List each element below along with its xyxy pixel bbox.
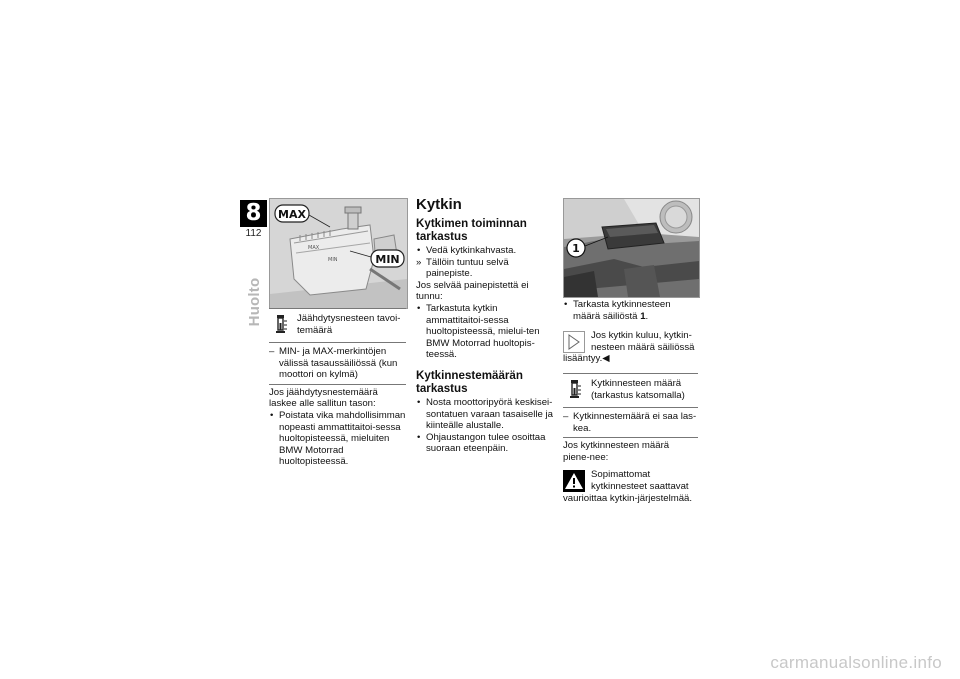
check-fluid-text: Tarkasta kytkinnesteen määrä säiliöstä bbox=[573, 299, 671, 322]
warning-note bbox=[563, 469, 698, 504]
fluid-level-icon bbox=[274, 314, 290, 338]
clutch-spec-title: Kytkinnesteen määrä (tarkastus katsomalla) bbox=[591, 377, 685, 401]
chapter-number: 8 bbox=[240, 200, 267, 227]
coolant-spec-header bbox=[269, 309, 406, 343]
subheading-clutch-fluid: Kytkinnestemäärän tarkastus bbox=[416, 368, 523, 395]
column-coolant bbox=[269, 308, 406, 468]
coolant-reservoir-illustration bbox=[270, 199, 407, 308]
note-arrow-icon bbox=[563, 331, 585, 353]
clutch-reservoir-figure bbox=[563, 198, 700, 298]
warning-text: Sopimattomat kytkinnesteet saattavat vaurioittaa kytkin-järjestelmää. bbox=[563, 469, 693, 504]
end-mark-icon: ◀ bbox=[602, 353, 610, 365]
clutch-spec-item: – Kytkinnestemäärä ei saa las-kea. bbox=[563, 411, 698, 434]
min-label: MIN bbox=[375, 253, 400, 266]
coolant-bullet: • Poistata vika mahdollisimman nopeasti ammattitaitoi-sessa huoltopisteessä, mieluiten BMW Motorrad huoltopisteessä. bbox=[269, 410, 406, 468]
clutch-reservoir-illustration bbox=[564, 199, 699, 297]
clutch-fluid-paragraph: Jos kytkinnesteen määrä piene-nee: bbox=[563, 440, 670, 463]
clutch-spec-header bbox=[563, 374, 698, 408]
small-max-mark: MAX bbox=[308, 245, 320, 251]
subheading-clutch-function: Kytkimen toiminnan tarkastus bbox=[416, 217, 527, 243]
coolant-spec-item: – MIN- ja MAX-merkintöjen välissä tasaussäiliössä (kun moottori on kylmä) bbox=[269, 346, 406, 381]
clutch-result-1: » Tällöin tuntuu selvä painepiste. bbox=[416, 257, 554, 280]
clutch-bullet-1: • Vedä kytkinkahvasta. bbox=[416, 245, 554, 257]
clutch-bullet-3: • Nosta moottoripyörä keskisei-sontatuen varaan tasaiselle ja kiinteälle alustalle. bbox=[416, 397, 554, 432]
clutch-paragraph-1: Jos selvää painepistettä ei tunnu: bbox=[416, 279, 529, 303]
page-number: 112 bbox=[245, 228, 262, 239]
coolant-spec-title: Jäähdytysnesteen tavoi-temäärä bbox=[297, 313, 401, 336]
check-fluid-ref: 1 bbox=[640, 310, 646, 322]
max-label: MAX bbox=[278, 208, 306, 221]
coolant-reservoir-figure bbox=[269, 198, 408, 309]
small-min-mark: MIN bbox=[328, 257, 338, 263]
chapter-side-label: Huolto bbox=[245, 277, 263, 327]
warning-triangle-icon bbox=[563, 470, 585, 492]
check-fluid-bullet: • Tarkasta kytkinnesteen määrä säiliöstä 1. bbox=[563, 299, 698, 322]
coolant-paragraph: Jos jäähdytysnestemäärä laskee alle sallitun tason: bbox=[269, 386, 378, 410]
column-clutch bbox=[416, 196, 554, 455]
clutch-bullet-2: • Tarkastuta kytkin ammattitaitoi-sessa huoltopisteessä, mielui-ten BMW Motorrad huoltopis-teessä. bbox=[416, 303, 554, 361]
clutch-spec-box bbox=[563, 373, 698, 438]
callout-1: 1 bbox=[572, 242, 580, 255]
column-clutch-fluid bbox=[563, 299, 698, 504]
fluid-level-icon bbox=[568, 379, 584, 403]
coolant-spec-box bbox=[269, 308, 406, 385]
info-note bbox=[563, 330, 698, 365]
info-note-body: Jos kytkin kuluu, kytkin-nesteen määrä säiliössä lisääntyy. bbox=[563, 330, 695, 365]
watermark: carmanualsonline.info bbox=[770, 653, 942, 672]
clutch-bullet-4: • Ohjaustangon tulee osoittaa suoraan eteenpäin. bbox=[416, 432, 554, 455]
section-heading: Kytkin bbox=[416, 196, 462, 213]
